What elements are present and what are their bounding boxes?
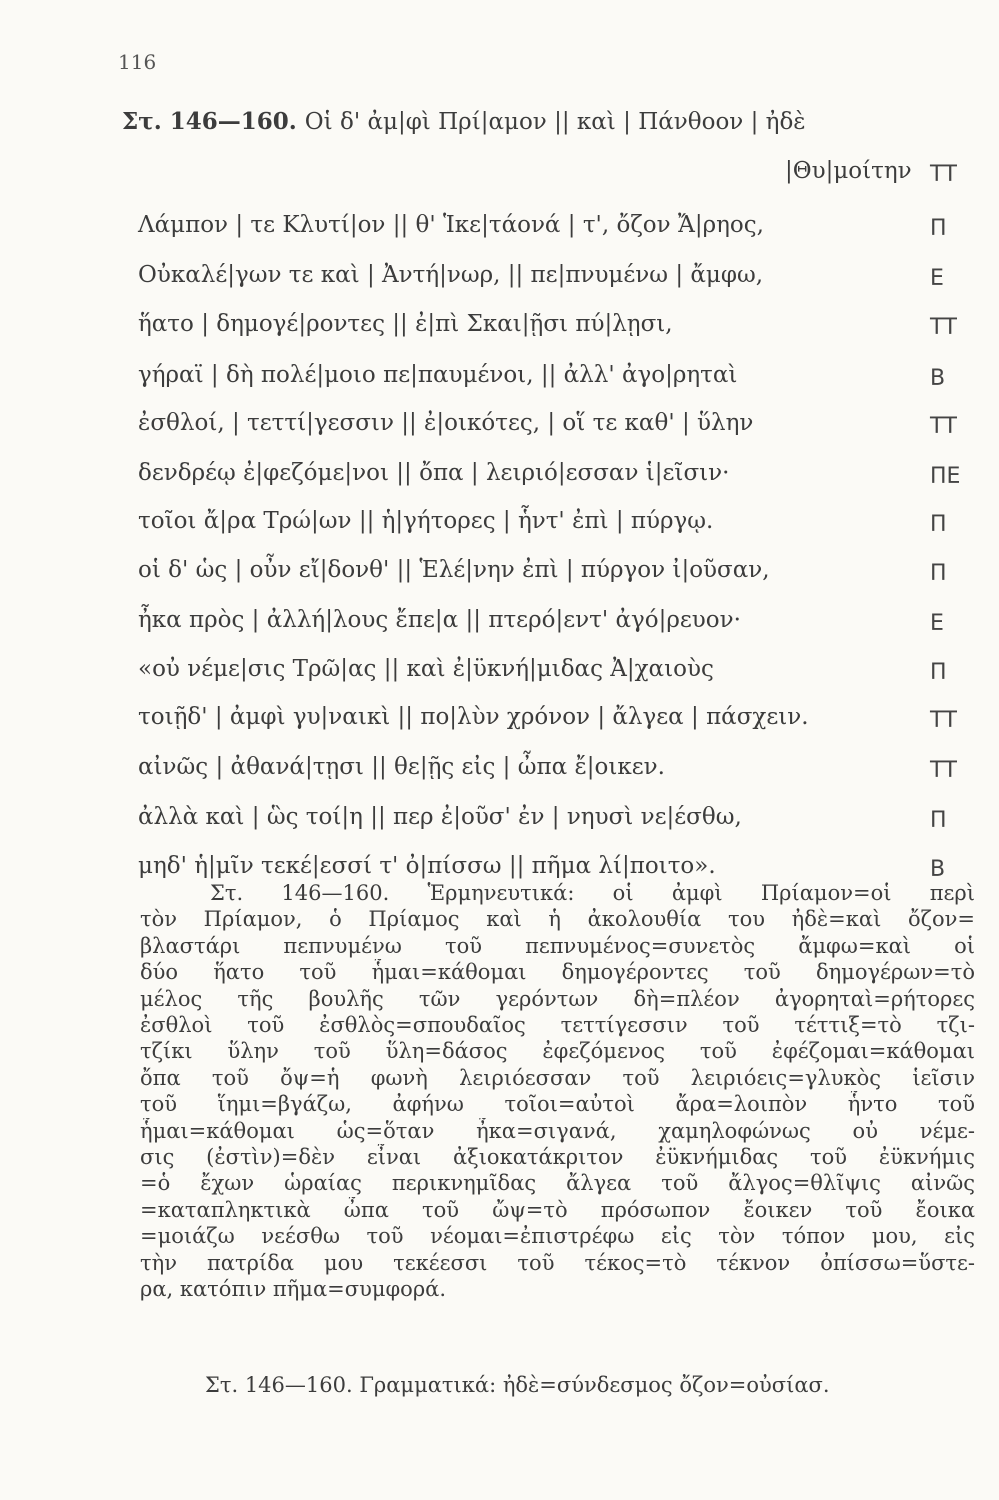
meter-mark: ΤΤ	[930, 758, 957, 783]
verse-text: |Θυ|μοίτην	[785, 158, 912, 184]
verse-text: ἦκα πρὸς | ἀλλή|λους ἔπε|α || πτερό|εντ' ἀγό|ρευον·	[138, 607, 741, 633]
page-number: 116	[118, 50, 157, 74]
commentary-line: σις (ἐστὶν)=δὲν εἶναι ἀξιοκατάκριτον ἐϋκνήμιδας τοῦ ἐϋκνήμις	[140, 1145, 975, 1170]
verse-line	[138, 508, 898, 534]
commentary-line: βλαστάρι πεπνυμένω τοῦ πεπνυμένος=συνετὸς ἄμφω=καὶ οἱ	[140, 933, 975, 958]
verse-text: τοῖοι ἄ|ρα Τρώ|ων || ἡ|γήτορες | ἧντ' ἐπὶ | πύργῳ.	[138, 508, 714, 534]
commentary-line: ἐσθλοὶ τοῦ ἐσθλὸς=σπουδαῖος τεττίγεσσιν τοῦ τέττιξ=τὸ τζι-	[140, 1013, 975, 1038]
meter-mark: Π	[930, 660, 947, 685]
commentary-line: τὸν Πρίαμον, ὁ Πρίαμος καὶ ἡ ἀκολουθία του ἠδὲ=καὶ ὄζον=	[140, 907, 975, 932]
verse-line	[138, 607, 898, 633]
meter-mark: Ε	[930, 611, 944, 636]
verse-line	[138, 853, 898, 879]
verse-text: Λάμπον | τε Κλυτί|ον || θ' Ἱκε|τάονά | τ', ὄζον Ἄ|ρηος,	[138, 212, 764, 238]
verse-line	[138, 557, 898, 583]
verse-line	[138, 656, 898, 682]
verse-text: Οὐκαλέ|γων τε καὶ | Ἀντή|νωρ, || πε|πνυμένω | ἄμφω,	[138, 262, 764, 288]
verse-line	[138, 804, 898, 830]
verse-text: ἐσθλοί, | τεττί|γεσσιν || ἐ|οικότες, | οἵ τε καθ' | ὕλην	[138, 410, 754, 436]
commentary-line: Στ. 146—160. Ἑρμηνευτικά: οἱ ἀμφὶ Πρίαμον=οἱ περὶ	[210, 881, 975, 905]
commentary-line: ρα, κατόπιν πῆμα=συμφορά.	[140, 1277, 447, 1302]
verse-line	[138, 410, 898, 436]
commentary-line: =καταπληκτικὰ ὦπα τοῦ ὤψ=τὸ πρόσωπον ἔοικεν τοῦ ἔοικα	[140, 1197, 975, 1222]
meter-mark: ΠΕ	[930, 464, 961, 489]
meter-mark: Π	[930, 808, 947, 833]
verse-line	[138, 460, 898, 486]
grammar-note: Στ. 146—160. Γραμματικά: ἠδὲ=σύνδεσμος ὄζον=οὐσίασ.	[205, 1373, 830, 1397]
meter-mark: ΤΤ	[930, 315, 957, 340]
commentary-line: δύο ἥατο τοῦ ἧμαι=κάθομαι δημογέροντες τοῦ δημογέρων=τὸ	[140, 960, 975, 985]
commentary-line: μέλος τῆς βουλῆς τῶν γερόντων δὴ=πλέον ἀγορηταὶ=ρήτορες	[140, 986, 975, 1011]
verse-line	[122, 108, 882, 135]
meter-mark: Β	[930, 857, 946, 882]
verse-text: ἀλλὰ καὶ | ὣς τοί|η || περ ἐ|οῦσ' ἐν | νηυσὶ νε|έσθω,	[138, 804, 742, 830]
verse-text: αἰνῶς | ἀθανά|τῃσι || θε|ῇς εἰς | ὦπα ἔ|οικεν.	[138, 754, 665, 780]
verse-line	[138, 262, 898, 288]
verse-line	[138, 704, 898, 730]
commentary-line: ἧμαι=κάθομαι ὡς=ὅταν ἦκα=σιγανά, χαμηλοφώνως οὐ νέμε-	[140, 1118, 975, 1143]
verse-line	[138, 362, 898, 388]
verse-line	[138, 311, 898, 337]
verse-text: δενδρέῳ ἐ|φεζόμε|νοι || ὄπα | λειριό|εσσαν ἱ|εῖσιν·	[138, 460, 730, 486]
commentary-line: τὴν πατρίδα μου τεκέεσσι τοῦ τέκος=τὸ τέκνον ὀπίσσω=ὕστε-	[140, 1250, 975, 1275]
commentary-block	[140, 880, 975, 1303]
verse-text: οἱ δ' ὡς | οὖν εἴ|δονθ' || Ἑλέ|νην ἐπὶ | πύργον ἰ|οῦσαν,	[138, 557, 770, 583]
verse-line	[138, 212, 898, 238]
verse-text: Οἱ δ' ἀμ|φὶ Πρί|αμον || καὶ | Πάνθοον | ἠδὲ	[304, 109, 806, 135]
commentary-line: τζίκι ὕλην τοῦ ὕλη=δάσος ἐφεζόμενος τοῦ ἐφέζομαι=κάθομαι	[140, 1039, 975, 1064]
verse-text: ἥατο | δημογέ|ροντες || ἐ|πὶ Σκαι|ῇσι πύ|λῃσι,	[138, 311, 673, 337]
commentary-line: =ὁ ἔχων ὡραίας περικνημῖδας ἄλγεα τοῦ ἄλγος=θλῖψις αἰνῶς	[140, 1171, 975, 1196]
verse-text: γήραϊ | δὴ πολέ|μοιο πε|παυμένοι, || ἀλλ' ἀγο|ρηταὶ	[138, 362, 738, 388]
meter-mark: Ε	[930, 266, 944, 291]
verse-text: μηδ' ἡ|μῖν τεκέ|εσσί τ' ὀ|πίσσω || πῆμα λί|ποιτο».	[138, 853, 716, 879]
meter-mark: ΤΤ	[930, 414, 957, 439]
meter-mark: Π	[930, 561, 947, 586]
verse-reference: Στ. 146—160.	[122, 108, 305, 135]
verse-line	[138, 754, 898, 780]
commentary-line: ὄπα τοῦ ὄψ=ἡ φωνὴ λειριόεσσαν τοῦ λειριόεις=γλυκὸς ἱεῖσιν	[140, 1065, 975, 1090]
meter-mark: ΤΤ	[930, 162, 957, 187]
verse-text: «οὐ νέμε|σις Τρῶ|ας || καὶ ἐ|ϋκνή|μιδας Ἀ|χαιοὺς	[138, 656, 714, 682]
commentary-line: =μοιάζω νεέσθω τοῦ νέομαι=ἐπιστρέφω εἰς τὸν τόπον μου, εἰς	[140, 1224, 975, 1249]
verse-text: τοιῇδ' | ἀμφὶ γυ|ναικὶ || πο|λὺν χρόνον | ἄλγεα | πάσχειν.	[138, 704, 809, 730]
meter-mark: Π	[930, 216, 947, 241]
commentary-line: τοῦ ἵημι=βγάζω, ἀφήνω τοῖοι=αὐτοὶ ἄρα=λοιπὸν ἧντο τοῦ	[140, 1092, 975, 1117]
meter-mark: ΤΤ	[930, 708, 957, 733]
meter-mark: Β	[930, 366, 946, 391]
meter-mark: Π	[930, 512, 947, 537]
